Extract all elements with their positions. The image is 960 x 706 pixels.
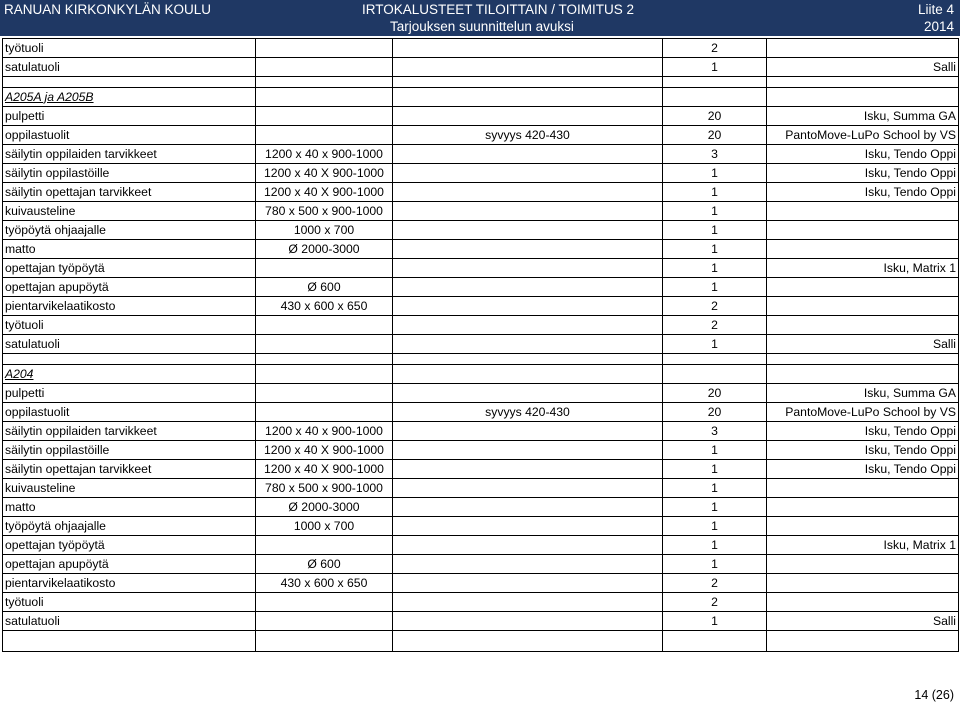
- item-name-cell: satulatuoli: [3, 612, 256, 631]
- dimensions-cell: [256, 259, 393, 278]
- item-name-cell: kuivausteline: [3, 202, 256, 221]
- supplier-cell: [767, 221, 959, 240]
- spacer-cell: [393, 354, 663, 365]
- table-row: [3, 297, 959, 316]
- note-cell: [393, 517, 663, 536]
- table-row: [3, 536, 959, 555]
- table-row: [3, 39, 959, 58]
- quantity-cell: 20: [663, 403, 767, 422]
- quantity-cell: [663, 88, 767, 107]
- spacer-cell: [767, 354, 959, 365]
- dimensions-cell: [256, 126, 393, 145]
- note-cell: [393, 107, 663, 126]
- spacer-row: [3, 77, 959, 88]
- supplier-cell: Isku, Matrix 1: [767, 259, 959, 278]
- empty-cell: [3, 631, 256, 652]
- supplier-cell: [767, 278, 959, 297]
- quantity-cell: 1: [663, 221, 767, 240]
- dimensions-cell: [256, 612, 393, 631]
- note-cell: [393, 221, 663, 240]
- quantity-cell: 1: [663, 555, 767, 574]
- item-name-cell: pientarvikelaatikosto: [3, 297, 256, 316]
- table-row: [3, 240, 959, 259]
- dimensions-cell: Ø 2000-3000: [256, 240, 393, 259]
- section-title: A204: [3, 365, 256, 384]
- quantity-cell: 2: [663, 574, 767, 593]
- item-name-cell: pulpetti: [3, 384, 256, 403]
- spacer-cell: [3, 354, 256, 365]
- table-row: [3, 202, 959, 221]
- supplier-cell: Salli: [767, 612, 959, 631]
- supplier-cell: [767, 297, 959, 316]
- note-cell: [393, 145, 663, 164]
- dimensions-cell: [256, 39, 393, 58]
- dimensions-cell: 1200 x 40 x 900-1000: [256, 145, 393, 164]
- furniture-table: [2, 38, 959, 652]
- spacer-cell: [256, 354, 393, 365]
- dimensions-cell: 1200 x 40 X 900-1000: [256, 460, 393, 479]
- quantity-cell: 1: [663, 240, 767, 259]
- quantity-cell: 1: [663, 164, 767, 183]
- dimensions-cell: [256, 316, 393, 335]
- quantity-cell: 2: [663, 316, 767, 335]
- spacer-cell: [767, 77, 959, 88]
- note-cell: [393, 593, 663, 612]
- item-name-cell: opettajan apupöytä: [3, 278, 256, 297]
- quantity-cell: 1: [663, 498, 767, 517]
- note-cell: [393, 259, 663, 278]
- dimensions-cell: 1200 x 40 X 900-1000: [256, 441, 393, 460]
- supplier-cell: Isku, Summa GA: [767, 107, 959, 126]
- item-name-cell: oppilastuolit: [3, 403, 256, 422]
- note-cell: [393, 574, 663, 593]
- item-name-cell: oppilastuolit: [3, 126, 256, 145]
- empty-cell: [256, 631, 393, 652]
- item-name-cell: pulpetti: [3, 107, 256, 126]
- attachment-label: Liite 4: [917, 2, 954, 17]
- note-cell: [393, 164, 663, 183]
- section-title: A205A ja A205B: [3, 88, 256, 107]
- quantity-cell: 1: [663, 536, 767, 555]
- table-row: [3, 441, 959, 460]
- spacer-cell: [256, 77, 393, 88]
- item-name-cell: opettajan työpöytä: [3, 259, 256, 278]
- supplier-cell: [767, 365, 959, 384]
- item-name-cell: työtuoli: [3, 316, 256, 335]
- page-header: [0, 0, 960, 36]
- item-name-cell: opettajan työpöytä: [3, 536, 256, 555]
- supplier-cell: Isku, Matrix 1: [767, 536, 959, 555]
- table-row: [3, 574, 959, 593]
- quantity-cell: 1: [663, 612, 767, 631]
- empty-cell: [663, 631, 767, 652]
- note-cell: syvyys 420-430: [393, 126, 663, 145]
- item-name-cell: säilytin oppilastöille: [3, 441, 256, 460]
- dimensions-cell: [256, 335, 393, 354]
- note-cell: syvyys 420-430: [393, 403, 663, 422]
- supplier-cell: Salli: [767, 58, 959, 77]
- item-name-cell: pientarvikelaatikosto: [3, 574, 256, 593]
- dimensions-cell: Ø 600: [256, 555, 393, 574]
- table-row: [3, 259, 959, 278]
- item-name-cell: työtuoli: [3, 39, 256, 58]
- note-cell: [393, 460, 663, 479]
- empty-cell: [767, 631, 959, 652]
- note-cell: [393, 316, 663, 335]
- table-row: [3, 555, 959, 574]
- item-name-cell: satulatuoli: [3, 58, 256, 77]
- item-name-cell: työpöytä ohjaajalle: [3, 517, 256, 536]
- quantity-cell: 1: [663, 335, 767, 354]
- table-row: [3, 384, 959, 403]
- dimensions-cell: [256, 536, 393, 555]
- supplier-cell: [767, 593, 959, 612]
- dimensions-cell: [256, 88, 393, 107]
- quantity-cell: 2: [663, 39, 767, 58]
- dimensions-cell: 430 x 600 x 650: [256, 574, 393, 593]
- quantity-cell: 1: [663, 517, 767, 536]
- spacer-cell: [3, 77, 256, 88]
- dimensions-cell: 780 x 500 x 900-1000: [256, 479, 393, 498]
- note-cell: [393, 183, 663, 202]
- note-cell: [393, 335, 663, 354]
- supplier-cell: Isku, Tendo Oppi: [767, 164, 959, 183]
- supplier-cell: Isku, Summa GA: [767, 384, 959, 403]
- trailing-empty-row: [3, 631, 959, 652]
- empty-cell: [393, 631, 663, 652]
- supplier-cell: Salli: [767, 335, 959, 354]
- note-cell: [393, 278, 663, 297]
- spacer-cell: [393, 77, 663, 88]
- section-title-row: [3, 88, 959, 107]
- table-row: [3, 517, 959, 536]
- dimensions-cell: 1200 x 40 X 900-1000: [256, 164, 393, 183]
- quantity-cell: 3: [663, 422, 767, 441]
- note-cell: [393, 39, 663, 58]
- supplier-cell: [767, 555, 959, 574]
- supplier-cell: [767, 574, 959, 593]
- supplier-cell: [767, 517, 959, 536]
- item-name-cell: työpöytä ohjaajalle: [3, 221, 256, 240]
- document-subtitle: Tarjouksen suunnittelun avuksi: [390, 19, 574, 34]
- table-row: [3, 107, 959, 126]
- table-row: [3, 403, 959, 422]
- document-year: 2014: [923, 19, 954, 34]
- dimensions-cell: 1200 x 40 X 900-1000: [256, 183, 393, 202]
- spacer-cell: [663, 354, 767, 365]
- note-cell: [393, 612, 663, 631]
- item-name-cell: säilytin oppilaiden tarvikkeet: [3, 145, 256, 164]
- document-title: IRTOKALUSTEET TILOITTAIN / TOIMITUS 2: [362, 2, 635, 17]
- quantity-cell: 1: [663, 278, 767, 297]
- table-row: [3, 612, 959, 631]
- supplier-cell: [767, 88, 959, 107]
- note-cell: [393, 555, 663, 574]
- table-row: [3, 335, 959, 354]
- quantity-cell: 2: [663, 297, 767, 316]
- note-cell: [393, 384, 663, 403]
- item-name-cell: säilytin oppilastöille: [3, 164, 256, 183]
- spacer-cell: [663, 77, 767, 88]
- table-row: [3, 316, 959, 335]
- quantity-cell: 20: [663, 126, 767, 145]
- table-row: [3, 58, 959, 77]
- note-cell: [393, 441, 663, 460]
- table-row: [3, 498, 959, 517]
- item-name-cell: matto: [3, 498, 256, 517]
- supplier-cell: PantoMove-LuPo School by VS: [767, 403, 959, 422]
- dimensions-cell: [256, 403, 393, 422]
- supplier-cell: [767, 316, 959, 335]
- supplier-cell: PantoMove-LuPo School by VS: [767, 126, 959, 145]
- table-row: [3, 183, 959, 202]
- table-row: [3, 278, 959, 297]
- supplier-cell: Isku, Tendo Oppi: [767, 422, 959, 441]
- quantity-cell: 1: [663, 479, 767, 498]
- table-row: [3, 460, 959, 479]
- supplier-cell: Isku, Tendo Oppi: [767, 460, 959, 479]
- supplier-cell: Isku, Tendo Oppi: [767, 183, 959, 202]
- dimensions-cell: [256, 593, 393, 612]
- note-cell: [393, 58, 663, 77]
- section-title-row: [3, 365, 959, 384]
- table-row: [3, 479, 959, 498]
- dimensions-cell: 780 x 500 x 900-1000: [256, 202, 393, 221]
- item-name-cell: opettajan apupöytä: [3, 555, 256, 574]
- item-name-cell: työtuoli: [3, 593, 256, 612]
- dimensions-cell: 1000 x 700: [256, 517, 393, 536]
- quantity-cell: 20: [663, 107, 767, 126]
- table-row: [3, 221, 959, 240]
- supplier-cell: [767, 240, 959, 259]
- item-name-cell: säilytin oppilaiden tarvikkeet: [3, 422, 256, 441]
- item-name-cell: matto: [3, 240, 256, 259]
- supplier-cell: [767, 39, 959, 58]
- supplier-cell: [767, 202, 959, 221]
- note-cell: [393, 536, 663, 555]
- dimensions-cell: [256, 384, 393, 403]
- quantity-cell: 1: [663, 441, 767, 460]
- dimensions-cell: Ø 600: [256, 278, 393, 297]
- item-name-cell: säilytin opettajan tarvikkeet: [3, 460, 256, 479]
- dimensions-cell: 1200 x 40 x 900-1000: [256, 422, 393, 441]
- note-cell: [393, 422, 663, 441]
- item-name-cell: kuivausteline: [3, 479, 256, 498]
- supplier-cell: [767, 479, 959, 498]
- note-cell: [393, 498, 663, 517]
- item-name-cell: satulatuoli: [3, 335, 256, 354]
- item-name-cell: säilytin opettajan tarvikkeet: [3, 183, 256, 202]
- note-cell: [393, 88, 663, 107]
- table-row: [3, 126, 959, 145]
- note-cell: [393, 202, 663, 221]
- quantity-cell: 1: [663, 259, 767, 278]
- page-number: 14 (26): [914, 688, 954, 702]
- note-cell: [393, 240, 663, 259]
- note-cell: [393, 479, 663, 498]
- note-cell: [393, 297, 663, 316]
- quantity-cell: 1: [663, 183, 767, 202]
- school-name: RANUAN KIRKONKYLÄN KOULU: [4, 2, 212, 17]
- quantity-cell: 1: [663, 58, 767, 77]
- dimensions-cell: [256, 58, 393, 77]
- quantity-cell: 2: [663, 593, 767, 612]
- table-row: [3, 422, 959, 441]
- quantity-cell: 1: [663, 460, 767, 479]
- quantity-cell: 3: [663, 145, 767, 164]
- table-row: [3, 164, 959, 183]
- supplier-cell: Isku, Tendo Oppi: [767, 145, 959, 164]
- dimensions-cell: [256, 365, 393, 384]
- table-row: [3, 593, 959, 612]
- spacer-row: [3, 354, 959, 365]
- note-cell: [393, 365, 663, 384]
- supplier-cell: [767, 498, 959, 517]
- dimensions-cell: [256, 107, 393, 126]
- dimensions-cell: 430 x 600 x 650: [256, 297, 393, 316]
- quantity-cell: 20: [663, 384, 767, 403]
- dimensions-cell: Ø 2000-3000: [256, 498, 393, 517]
- quantity-cell: 1: [663, 202, 767, 221]
- table-row: [3, 145, 959, 164]
- quantity-cell: [663, 365, 767, 384]
- dimensions-cell: 1000 x 700: [256, 221, 393, 240]
- supplier-cell: Isku, Tendo Oppi: [767, 441, 959, 460]
